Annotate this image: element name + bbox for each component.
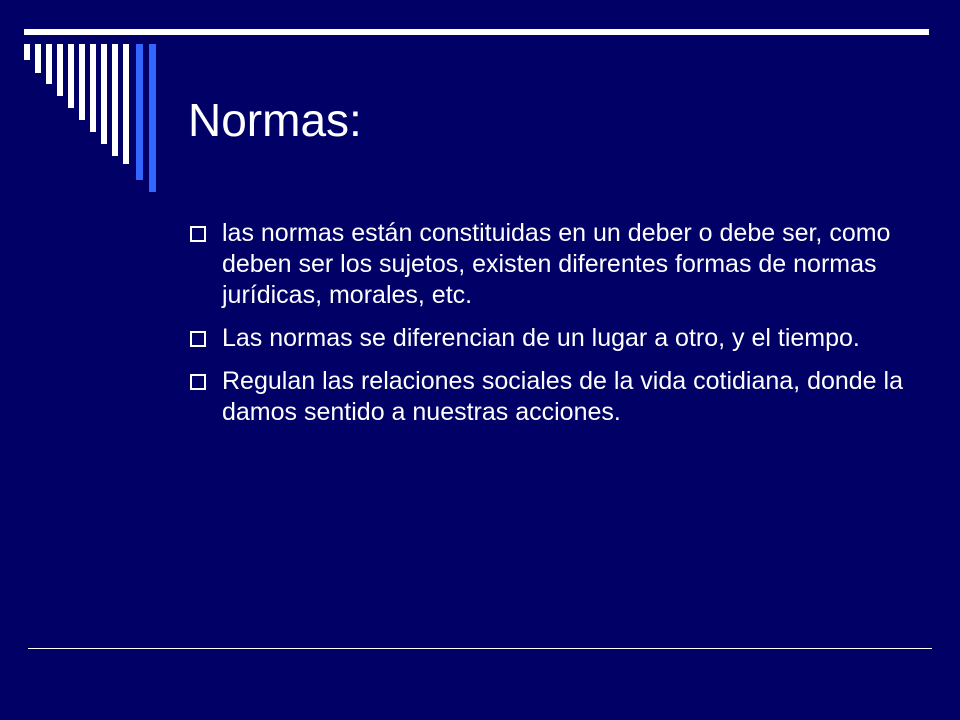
square-bullet-icon xyxy=(190,374,206,390)
bullet-list xyxy=(188,218,908,440)
square-bullet-icon xyxy=(190,331,206,347)
square-bullet-icon xyxy=(190,226,206,242)
bullet-item xyxy=(188,218,908,311)
slide-title: Normas: xyxy=(188,94,362,146)
bullet-item xyxy=(188,366,908,428)
bullet-item xyxy=(188,323,908,354)
bottom-rule-line xyxy=(28,648,932,649)
bullet-text: Regulan las relaciones sociales de la vida cotidiana, donde la damos sentido a nuestras acciones. xyxy=(222,367,903,426)
decorative-stripes xyxy=(0,0,170,200)
bullet-text: las normas están constituidas en un deber o debe ser, como deben ser los sujetos, existen diferentes formas de normas jurídicas, morales, etc. xyxy=(222,219,891,309)
bullet-text: Las normas se diferencian de un lugar a otro, y el tiempo. xyxy=(222,324,860,352)
